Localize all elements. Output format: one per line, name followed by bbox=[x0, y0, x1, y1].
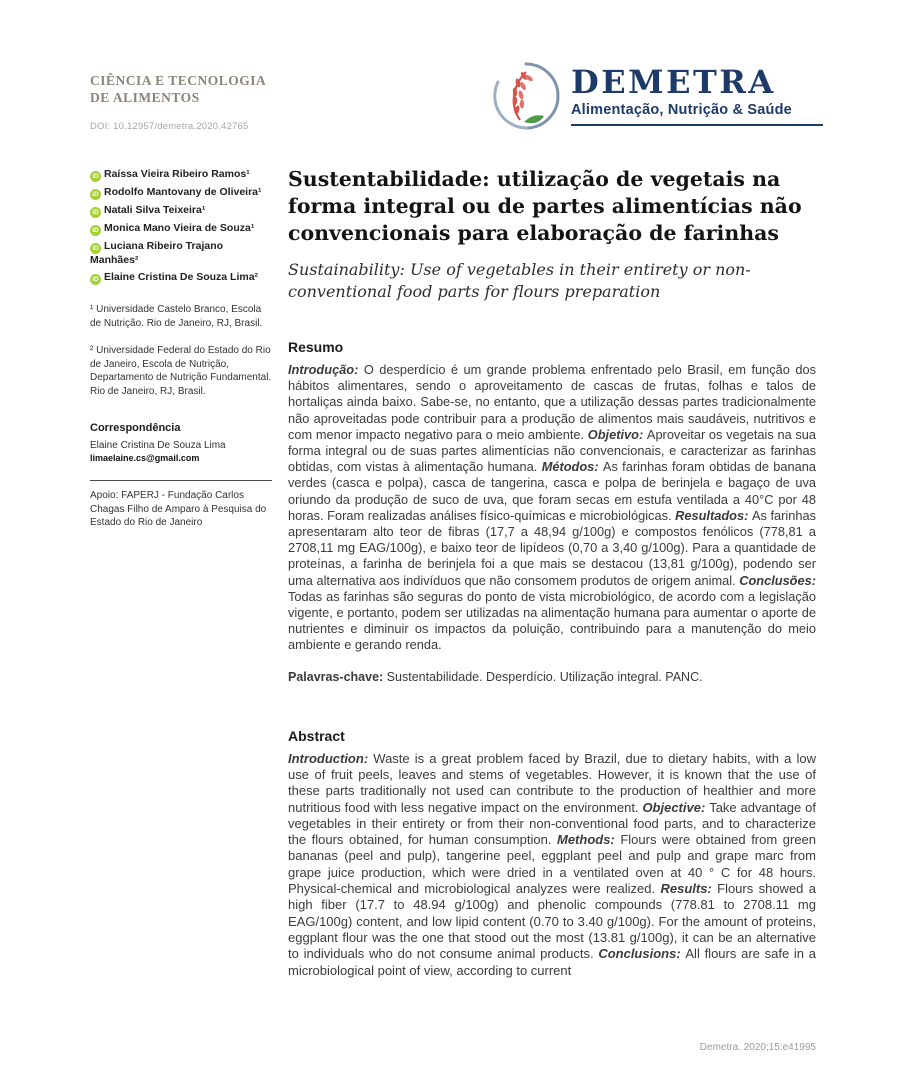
resumo-text: Introdução: O desperdício é um grande problema enfrentado pelo Brasil, em função dos hábitos alimentares, sendo o aproveitamento de cascas de frutas, folhas e talos de hortaliças ainda baixo. Sabe-se, no entanto, que a utilização dessas partes tradicionalmente não aproveitadas pode contribuir para a produção de alimentos mais saudáveis, nutritivos e com menor impacto negativo para o meio ambiente. Objetivo: Aproveitar os vegetais na sua forma integral ou de suas partes alimentícias não convencionais, e caracterizar as farinhas obtidas, com vistas à alimentação humana. Métodos: As farinhas foram obtidas de banana verdes (casca e polpa), casca de tangerina, casca e polpa de berinjela e bagaço de uva oriundo da produção de suco de uva, que foram secas em estufa ventilada a 40°C por 48 horas. Foram realizadas análises físico-químicas e microbiológicas. Resultados: As farinhas apresentaram alto teor de fibras (17,7 a 48,94 g/100g) e compostos fenólicos (778,81 a 2708,11 mg EAG/100g), e baixo teor de lipídeos (0,70 a 3,40 g/100g). Para a quantidade de proteínas, a farinha de berinjela foi a que mais se destacou (13,81 g/100g), podendo ser uma alternativa aos indivíduos que não consomem produtos de origem animal. Conclusões: Todas as farinhas são seguras do ponto de vista microbiológico, de acordo com a legislação vigente, e portanto, podem ser utilizadas na alimentação humana para aumentar o aporte de nutrientes e diminuir os impactos da poluição, contribuindo para a manutenção do meio ambiente e gerando renda. bbox=[288, 362, 817, 653]
author-entry bbox=[90, 186, 272, 200]
author-name: Rodolfo Mantovany de Oliveira¹ bbox=[104, 186, 262, 198]
affiliation-2: ² Universidade Federal do Estado do Rio de Janeiro, Escola de Nutrição, Departamento de Nutrição Fundamental. Rio de Janeiro, RJ, Brasil. bbox=[90, 345, 272, 397]
keywords-line bbox=[288, 670, 816, 684]
author-entry bbox=[90, 204, 272, 218]
author-name: Elaine Cristina De Souza Lima² bbox=[104, 271, 259, 283]
resumo-heading: Resumo bbox=[288, 339, 344, 355]
demetra-logo-icon bbox=[486, 56, 566, 136]
keywords-text: Sustentabilidade. Desperdício. Utilização integral. PANC. bbox=[383, 669, 703, 684]
correspondence-name: Elaine Cristina De Souza Lima bbox=[90, 440, 226, 451]
demetra-logo bbox=[486, 56, 823, 136]
demetra-tagline: Alimentação, Nutrição & Saúde bbox=[571, 102, 792, 118]
author-sidebar bbox=[90, 168, 272, 530]
doi-text: DOI: 10.12957/demetra.2020.42765 bbox=[90, 121, 249, 132]
article-main bbox=[288, 166, 816, 979]
orcid-icon[interactable]: iD bbox=[90, 274, 101, 285]
authors-list bbox=[90, 168, 272, 285]
orcid-icon[interactable]: iD bbox=[90, 243, 101, 254]
journal-section-block bbox=[90, 72, 320, 132]
correspondence-heading: Correspondência bbox=[90, 422, 181, 434]
author-entry bbox=[90, 271, 272, 285]
author-entry bbox=[90, 168, 272, 182]
article-title-pt: Sustentabilidade: utilização de vegetais na forma integral ou de partes alimentícias não convencionais para elaboração de farinhas bbox=[288, 167, 802, 245]
journal-section-line1: CIÊNCIA E TECNOLOGIA bbox=[90, 73, 267, 88]
author-entry bbox=[90, 240, 272, 267]
author-name: Luciana Ribeiro Trajano Manhães² bbox=[90, 240, 224, 266]
abstract-heading: Abstract bbox=[288, 727, 345, 744]
affiliation-1: ¹ Universidade Castelo Branco, Escola de Nutrição. Rio de Janeiro, RJ, Brasil. bbox=[90, 304, 263, 329]
keywords-label: Palavras-chave: bbox=[288, 669, 384, 684]
author-entry bbox=[90, 222, 272, 236]
funding-note: Apoio: FAPERJ - Fundação Carlos Chagas Filho de Amparo à Pesquisa do Estado do Rio de Janeiro bbox=[90, 490, 267, 528]
author-name: Monica Mano Vieira de Souza¹ bbox=[104, 222, 255, 234]
orcid-icon[interactable]: iD bbox=[90, 171, 101, 182]
orcid-icon[interactable]: iD bbox=[90, 207, 101, 218]
correspondence-email[interactable]: limaelaine.cs@gmail.com bbox=[90, 453, 200, 463]
demetra-logo-text bbox=[571, 56, 823, 126]
demetra-wordmark: DEMETRA bbox=[571, 63, 776, 101]
abstract-text: Introduction: Waste is a great problem faced by Brazil, due to dietary habits, with a low use of fruit peels, leaves and stems of vegetables. However, it is known that the use of these parts traditionally not used can contribute to the production of healthier and more nutritious food with less negative impact on the environment. Objective: Take advantage of vegetables in their entirety or from their non-conventional food parts, and to characterize the flours obtained, for human consumption. Methods: Flours were obtained from green bananas (peel and pulp), tangerine peel, eggplant peel and pulp and grape marc from grape juice production, which were dried in a ventilated oven at 40 ° C for 48 hours. Physical-chemical and microbiological analyzes were realized. Results: Flours showed a high fiber (17.7 to 48.94 g/100g) and phenolic compounds (778.81 to 2708.11 mg EAG/100g) content, and low lipid content (0.70 to 3.40 g/100g). For the amount of proteins, eggplant flour was the one that stood out the most (13.81 g/100g), it can be an alternative to individuals who do not consume animal products. Conclusions: All flours are safe in a microbiological point of view, according to current bbox=[288, 750, 817, 978]
article-title-en: Sustainability: Use of vegetables in their entirety or non-conventional food parts for flours preparation bbox=[288, 260, 751, 301]
orcid-icon[interactable]: iD bbox=[90, 189, 101, 200]
page-footer-citation: Demetra. 2020;15:e41995 bbox=[699, 1042, 816, 1053]
journal-section-name bbox=[90, 72, 320, 106]
author-name: Raíssa Vieira Ribeiro Ramos¹ bbox=[104, 168, 250, 180]
sidebar-divider bbox=[90, 480, 272, 481]
journal-section-line2: DE ALIMENTOS bbox=[90, 90, 200, 105]
author-name: Natali Silva Teixeira¹ bbox=[104, 204, 206, 216]
orcid-icon[interactable]: iD bbox=[90, 225, 101, 236]
